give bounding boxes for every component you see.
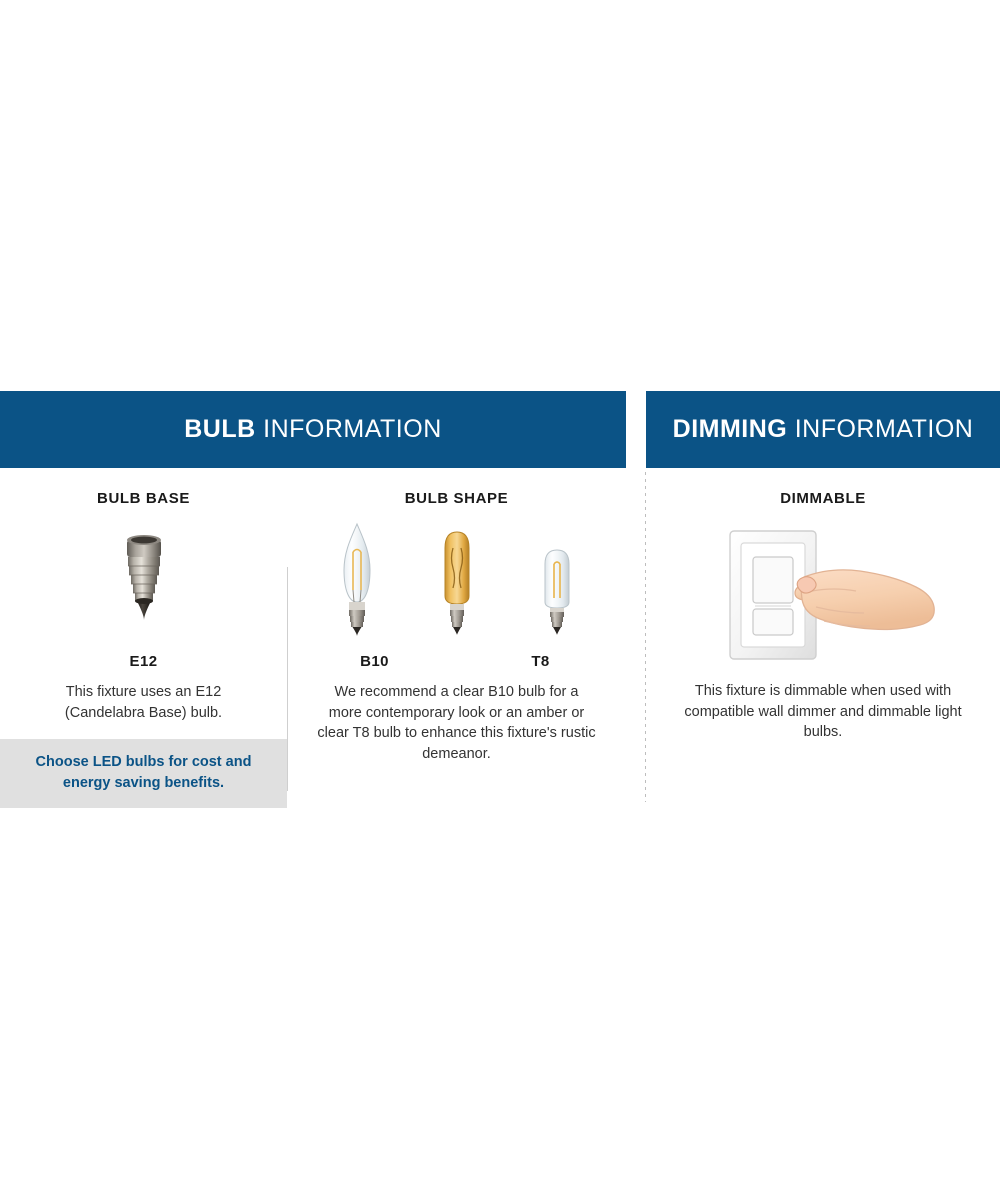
e12-socket-icon <box>113 518 175 641</box>
bulb-shape-heading: BULB SHAPE <box>404 490 509 507</box>
bulb-base-column <box>0 490 287 808</box>
bulb-shape-label-amber <box>418 653 500 670</box>
t8-clear-bulb-wrap <box>526 519 588 641</box>
bulb-information-header <box>0 391 626 468</box>
bulb-base-label-e12: E12 <box>129 653 158 670</box>
bulb-shape-artwork <box>287 519 626 641</box>
bulb-information-panel <box>0 391 626 808</box>
dimming-information-header <box>646 391 1000 468</box>
bulb-base-heading: BULB BASE <box>97 490 190 507</box>
bulb-base-artwork <box>0 519 287 641</box>
dimmable-artwork <box>646 519 1000 669</box>
bulb-shape-column <box>287 490 626 808</box>
bulb-shape-label-b10: B10 <box>360 653 389 670</box>
bulb-shape-description: We recommend a clear B10 bulb for a more contemporary look or an amber or clear T8 bulb to enhance this fixture's rustic demeanor. <box>317 684 596 762</box>
dimming-information-title-bold: DIMMING <box>672 415 788 443</box>
dimming-information-body <box>646 468 1000 743</box>
b10-bulb-wrap <box>326 519 388 641</box>
t8-amber-bulb-icon <box>435 518 479 641</box>
bulb-information-title-bold: BULB <box>184 415 256 443</box>
b10-bulb-icon <box>333 518 381 641</box>
t8-amber-bulb-wrap <box>426 519 488 641</box>
wall-dimmer-switch-icon <box>708 517 938 672</box>
bulb-base-labels <box>0 653 287 670</box>
bulb-base-description: This fixture uses an E12 (Candelabra Base) bulb. <box>64 684 223 721</box>
bulb-shape-label-t8: T8 <box>531 653 550 670</box>
dimming-information-title-rest: INFORMATION <box>787 415 974 443</box>
dimming-information-panel <box>646 391 1000 743</box>
bulb-information-title-rest: INFORMATION <box>255 415 442 443</box>
e12-socket-wrap <box>113 519 175 641</box>
t8-clear-bulb-icon <box>535 518 579 641</box>
dimmable-description: This fixture is dimmable when used with compatible wall dimmer and dimmable light bulbs. <box>684 683 962 741</box>
bulb-shape-labels <box>287 653 626 670</box>
bulb-information-body <box>0 468 626 808</box>
dimmable-heading: DIMMABLE <box>780 490 866 507</box>
dimmable-column <box>646 490 1000 743</box>
led-tip-banner: Choose LED bulbs for cost and energy saving benefits. <box>0 739 287 808</box>
